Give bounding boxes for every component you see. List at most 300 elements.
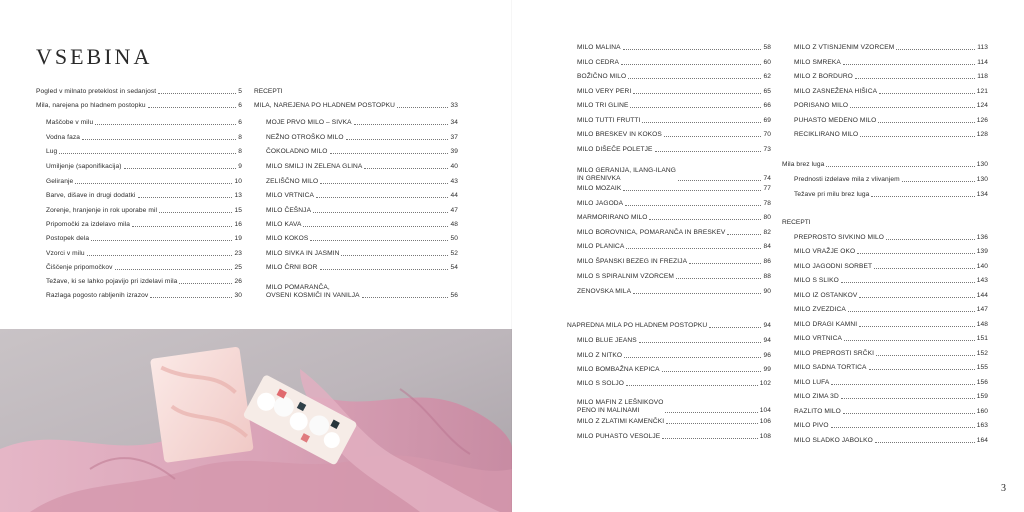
toc-entry-page: 50 — [450, 235, 458, 242]
toc-entry — [794, 131, 988, 139]
dot-leader — [75, 183, 232, 184]
dot-leader — [876, 355, 975, 356]
toc-entry-label: MILO SIVKA IN JASMIN — [266, 250, 340, 257]
toc-entry — [577, 59, 771, 67]
toc-entry-page: 104 — [759, 407, 771, 414]
toc-entry — [266, 284, 458, 300]
dot-leader — [639, 342, 762, 343]
toc-entry-label: Geliranje — [46, 178, 74, 185]
dot-leader — [138, 197, 233, 198]
toc-entry-label: Težave pri milu brez luga — [794, 191, 870, 198]
toc-entry-page: 60 — [763, 59, 771, 66]
toc-entry-page: 37 — [450, 134, 458, 141]
toc-entry-page: 108 — [759, 433, 771, 440]
dot-leader — [397, 107, 448, 108]
toc-entry-label: MILO SADNA TORTICA — [794, 364, 867, 371]
toc-entry — [577, 44, 771, 52]
dot-leader — [664, 136, 762, 137]
toc-entry — [577, 200, 771, 208]
dot-leader — [850, 107, 975, 108]
toc-entry-page: 30 — [234, 292, 242, 299]
toc-entry — [577, 399, 771, 415]
toc-entry-page: 94 — [763, 337, 771, 344]
toc-entry-page: 40 — [450, 163, 458, 170]
dot-leader — [878, 122, 974, 123]
toc-entry-page: 160 — [976, 408, 988, 415]
toc-entry-label: MILO VRAŽJE OKO — [794, 248, 856, 255]
toc-entry-label: MARMORIRANO MILO — [577, 214, 648, 221]
dot-leader — [150, 297, 232, 298]
toc-entry-label: MILO JAGODNI SORBET — [794, 263, 873, 270]
toc-entry-page: 70 — [763, 131, 771, 138]
toc-entry-page: 163 — [976, 422, 988, 429]
toc-entry — [266, 148, 458, 156]
toc-entry — [46, 221, 242, 229]
toc-entry-page: 62 — [763, 73, 771, 80]
toc-entry-label: MILO S SPIRALNIM VZORCEM — [577, 273, 674, 280]
toc-entry-label: MILO S SOLJO — [577, 380, 625, 387]
toc-entry-label: MILO BLUE JEANS — [577, 337, 637, 344]
dot-leader — [625, 205, 761, 206]
dot-leader — [362, 297, 449, 298]
toc-entry-page: 118 — [977, 73, 988, 80]
toc-entry — [46, 119, 242, 127]
toc-entry-label: Mila brez luga — [782, 161, 825, 168]
dot-leader — [665, 412, 757, 413]
toc-entry-label: Prednosti izdelave mila z vlivanjem — [794, 176, 900, 183]
toc-entry-page: 6 — [238, 119, 242, 126]
toc-entry — [794, 437, 988, 445]
toc-entry-page: 34 — [450, 119, 458, 126]
toc-entry-label: ZENOVSKA MILA — [577, 288, 632, 295]
toc-entry-page: 124 — [976, 102, 988, 109]
dot-leader — [857, 253, 974, 254]
toc-entry-label: MILO CEDRA — [577, 59, 620, 66]
toc-entry-page: 143 — [976, 277, 988, 284]
toc-entry-label: MILO ZASNEŽENA HIŠICA — [794, 88, 878, 95]
toc-entry-page: 126 — [976, 117, 988, 124]
dot-leader — [841, 398, 975, 399]
toc-entry-page: 43 — [450, 178, 458, 185]
toc-entry-page: 156 — [976, 379, 988, 386]
toc-entry-page: 9 — [238, 163, 242, 170]
toc-entry — [266, 134, 458, 142]
toc-entry-label: PREPROSTO SIVKINO MILO — [794, 234, 885, 241]
toc-entry-page: 77 — [763, 185, 771, 192]
toc-entry-label: MILO BOMBAŽNA KEPICA — [577, 366, 660, 373]
toc-entry-page: 10 — [234, 178, 242, 185]
toc-entry-label: MILO SMILJ IN ZELENA GLINA — [266, 163, 363, 170]
dot-leader — [124, 168, 237, 169]
dot-leader — [666, 423, 758, 424]
dot-leader — [662, 371, 762, 372]
toc-entry-page: 52 — [450, 250, 458, 257]
toc-entry — [266, 235, 458, 243]
toc-entry-page: 139 — [976, 248, 988, 255]
toc-entry-page: 19 — [234, 235, 242, 242]
toc-entry — [577, 337, 771, 345]
toc-entry — [782, 161, 988, 169]
toc-entry-label: MILO ČEŠNJA — [266, 207, 312, 214]
toc-entry — [794, 292, 988, 300]
toc-entry — [46, 250, 242, 258]
toc-entry-label: ČOKOLADNO MILO — [266, 148, 328, 155]
dot-leader — [621, 64, 761, 65]
dot-leader — [320, 269, 449, 270]
toc-entry-page: 84 — [763, 243, 771, 250]
toc-entry-page: 140 — [976, 263, 988, 270]
dot-leader — [689, 263, 761, 264]
toc-entry — [46, 163, 242, 171]
dot-leader — [630, 107, 761, 108]
toc-entry-label: MILO TUTTI FRUTTI — [577, 117, 641, 124]
dot-leader — [875, 442, 975, 443]
toc-entry-label: MILO S SLIKO — [794, 277, 839, 284]
toc-entry — [577, 380, 771, 388]
toc-entry-page: 25 — [234, 264, 242, 271]
dot-leader — [662, 438, 757, 439]
toc-entry-label: MILO Z NITKO — [577, 352, 623, 359]
dot-leader — [843, 64, 975, 65]
toc-entry-label: MILO VRTNICA — [794, 335, 842, 342]
toc-entry-label: MILO IZ OSTANKOV — [794, 292, 858, 299]
toc-entry-page: 47 — [450, 207, 458, 214]
dot-leader — [624, 357, 761, 358]
toc-entry — [794, 277, 988, 285]
toc-entry-label: Barve, dišave in drugi dodatki — [46, 192, 136, 199]
soap-photo — [0, 329, 512, 512]
toc-entry-label: Lug — [46, 148, 58, 155]
dot-leader — [59, 153, 236, 154]
toc-entry-page: 5 — [238, 88, 242, 95]
toc-entry-label: MILO MOZAIK — [577, 185, 622, 192]
toc-entry — [577, 88, 771, 96]
toc-entry — [794, 335, 988, 343]
toc-entry-page: 73 — [763, 146, 771, 153]
toc-entry — [266, 163, 458, 171]
toc-entry-page: 88 — [763, 273, 771, 280]
toc-entry — [567, 322, 771, 330]
toc-entry-label: MILO GERANIJA, ILANG-ILANG IN GRENIVKA — [577, 167, 676, 182]
toc-entry — [266, 192, 458, 200]
dot-leader — [626, 385, 758, 386]
toc-entry — [46, 178, 242, 186]
toc-entry-page: 136 — [976, 234, 988, 241]
toc-entry — [577, 258, 771, 266]
toc-entry-page: 130 — [976, 176, 988, 183]
dot-leader — [628, 78, 761, 79]
toc-entry-label: MILO ČRNI BOR — [266, 264, 318, 271]
dot-leader — [346, 139, 449, 140]
toc-entry — [266, 207, 458, 215]
toc-entry — [577, 73, 771, 81]
dot-leader — [871, 196, 974, 197]
toc-entry-page: 130 — [976, 161, 988, 168]
toc-entry-label: ZELIŠČNO MILO — [266, 178, 319, 185]
dot-leader — [95, 124, 236, 125]
toc-entry — [577, 433, 771, 441]
toc-entry-page: 65 — [763, 88, 771, 95]
dot-leader — [831, 384, 974, 385]
toc-entry-page: 134 — [976, 191, 988, 198]
toc-entry-label: Pogled v milnato preteklost in sedanjost — [36, 88, 157, 95]
toc-entry-label: NAPREDNA MILA PO HLADNEM POSTOPKU — [567, 322, 708, 329]
toc-entry-page: 13 — [234, 192, 242, 199]
dot-leader — [330, 153, 449, 154]
toc-entry-label: Pripomočki za izdelavo mila — [46, 221, 131, 228]
toc-entry — [46, 278, 242, 286]
toc-entry-label: MILO Z ZLATIMI KAMENČKI — [577, 418, 665, 425]
toc-entry-label: BOŽIČNO MILO — [577, 73, 627, 80]
dot-leader — [633, 93, 761, 94]
toc-entry-page: 106 — [759, 418, 771, 425]
toc-entry — [794, 234, 988, 242]
toc-entry-page: 147 — [976, 306, 988, 313]
toc-entry-label: Vzorci v milu — [46, 250, 85, 257]
toc-entry — [794, 44, 988, 52]
toc-entry-label: Težave, ki se lahko pojavijo pri izdelavi mila — [46, 278, 178, 285]
dot-leader — [902, 181, 975, 182]
toc-entry — [46, 292, 242, 300]
toc-entry-label: Vodna faza — [46, 134, 80, 141]
toc-entry-label: MILO KAVA — [266, 221, 302, 228]
toc-entry — [794, 248, 988, 256]
toc-entry-label: MILO SMREKA — [794, 59, 841, 66]
toc-entry — [794, 350, 988, 358]
toc-entry-label: RAZLITO MILO — [794, 408, 841, 415]
toc-entry-page: 8 — [238, 148, 242, 155]
toc-entry-label: MILO PIVO — [794, 422, 829, 429]
toc-entry-page: 78 — [763, 200, 771, 207]
toc-entry-label: PORISANO MILO — [794, 102, 849, 109]
toc-entry-label: MILO VRTNICA — [266, 192, 314, 199]
dot-leader — [303, 226, 448, 227]
toc-entry-page: 80 — [763, 214, 771, 221]
dot-leader — [709, 327, 761, 328]
toc-entry — [794, 408, 988, 416]
toc-entry-label: MILO Z BORDURO — [794, 73, 853, 80]
toc-entry — [266, 250, 458, 258]
dot-leader — [869, 369, 975, 370]
toc-entry — [46, 264, 242, 272]
toc-entry — [577, 146, 771, 154]
toc-entry-page: 151 — [976, 335, 988, 342]
toc-section-header: RECEPTI — [782, 219, 811, 226]
toc-entry — [794, 117, 988, 125]
toc-entry-page: 144 — [976, 292, 988, 299]
toc-entry-label: MILO PUHASTO VESOLJE — [577, 433, 661, 440]
toc-entry-page: 113 — [977, 44, 988, 51]
right-page — [512, 0, 1024, 512]
toc-entry-label: MILO DIŠEČE POLETJE — [577, 146, 653, 153]
toc-entry — [46, 148, 242, 156]
dot-leader — [341, 255, 448, 256]
toc-entry-label: Zorenje, hranjenje in rok uporabe mil — [46, 207, 158, 214]
dot-leader — [859, 326, 975, 327]
toc-entry — [46, 192, 242, 200]
toc-entry-label: Maščobe v milu — [46, 119, 94, 126]
toc-entry-label: Umiljenje (saponifikacija) — [46, 163, 122, 170]
dot-leader — [848, 311, 975, 312]
toc-entry-page: 164 — [976, 437, 988, 444]
toc-entry-label: MILO TRI GLINE — [577, 102, 629, 109]
toc-entry — [266, 178, 458, 186]
dot-leader — [158, 93, 236, 94]
dot-leader — [364, 168, 448, 169]
toc-entry — [36, 102, 242, 110]
toc-entry-page: 94 — [763, 322, 771, 329]
toc-entry — [794, 102, 988, 110]
page-number: 3 — [1001, 483, 1006, 494]
toc-entry — [794, 364, 988, 372]
dot-leader — [87, 255, 233, 256]
dot-leader — [313, 212, 448, 213]
toc-entry-label: MILO JAGODA — [577, 200, 624, 207]
dot-leader — [655, 151, 762, 152]
dot-leader — [844, 340, 975, 341]
dot-leader — [316, 197, 448, 198]
dot-leader — [626, 248, 761, 249]
toc-entry-page: 26 — [234, 278, 242, 285]
toc-entry-label: Čiščenje pripomočkov — [46, 264, 113, 271]
toc-entry-label: MILO PREPROSTI SRČKI — [794, 350, 875, 357]
toc-entry-page: 148 — [976, 321, 988, 328]
dot-leader — [320, 183, 448, 184]
toc-entry-page: 54 — [450, 264, 458, 271]
toc-entry-label: PUHASTO MEDENO MILO — [794, 117, 877, 124]
toc-entry — [36, 88, 242, 96]
toc-entry-label: MILO BRESKEV IN KOKOS — [577, 131, 662, 138]
toc-entry-page: 121 — [976, 88, 988, 95]
toc-entry-label: MILO Z VTISNJENIM VZORCEM — [794, 44, 895, 51]
dot-leader — [132, 226, 232, 227]
toc-entry — [794, 306, 988, 314]
dot-leader — [859, 297, 974, 298]
toc-entry — [577, 229, 771, 237]
toc-entry-page: 15 — [234, 207, 242, 214]
toc-entry-label: Mila, narejena po hladnem postopku — [36, 102, 146, 109]
toc-entry-page: 33 — [450, 102, 458, 109]
dot-leader — [159, 212, 232, 213]
dot-leader — [874, 268, 975, 269]
toc-entry-label: MILA, NAREJENA PO HLADNEM POSTOPKU — [254, 102, 396, 109]
toc-entry — [577, 185, 771, 193]
dot-leader — [642, 122, 761, 123]
dot-leader — [886, 239, 975, 240]
toc-entry-label: MILO ŠPANSKI BEZEG IN FREZIJA — [577, 258, 688, 265]
toc-entry — [254, 102, 458, 110]
toc-entry — [577, 243, 771, 251]
dot-leader — [82, 139, 236, 140]
toc-entry-label: MILO MALINA — [577, 44, 621, 51]
toc-entry-label: MILO ZVEZDICA — [794, 306, 846, 313]
toc-entry-page: 23 — [234, 250, 242, 257]
toc-entry — [794, 59, 988, 67]
toc-entry-label: MILO PLANICA — [577, 243, 625, 250]
toc-entry-label: MILO DRAGI KAMNI — [794, 321, 858, 328]
toc-entry — [577, 352, 771, 360]
dot-leader — [623, 190, 761, 191]
dot-leader — [841, 282, 975, 283]
dot-leader — [676, 278, 762, 279]
toc-entry-label: MILO VERY PERI — [577, 88, 632, 95]
toc-entry-label: MILO BOROVNICA, POMARANČA IN BRESKEV — [577, 229, 726, 236]
dot-leader — [115, 269, 233, 270]
toc-entry — [577, 418, 771, 426]
toc-entry-page: 6 — [238, 102, 242, 109]
dot-leader — [179, 283, 232, 284]
toc-entry — [577, 102, 771, 110]
toc-entry — [794, 379, 988, 387]
toc-entry-page: 102 — [759, 380, 771, 387]
toc-entry — [266, 264, 458, 272]
toc-entry-label: MILO SLADKO JABOLKO — [794, 437, 873, 444]
dot-leader — [310, 240, 448, 241]
toc-entry-page: 58 — [763, 44, 771, 51]
dot-leader — [843, 413, 975, 414]
toc-entry-page: 114 — [977, 59, 988, 66]
toc-entry — [577, 117, 771, 125]
toc-entry — [577, 366, 771, 374]
toc-entry-page: 155 — [976, 364, 988, 371]
toc-entry-page: 86 — [763, 258, 771, 265]
toc-entry-page: 96 — [763, 352, 771, 359]
toc-entry-page: 128 — [976, 131, 988, 138]
toc-entry-page: 56 — [450, 292, 458, 299]
toc-entry — [577, 131, 771, 139]
toc-entry-label: MILO KOKOS — [266, 235, 309, 242]
toc-entry-label: NEŽNO OTROŠKO MILO — [266, 134, 344, 141]
toc-entry-page: 74 — [763, 175, 771, 182]
toc-entry — [46, 207, 242, 215]
toc-entry-label: RECIKLIRANO MILO — [794, 131, 859, 138]
toc-entry-label: MILO POMARANČA, OVSENI KOSMIČI IN VANILJA — [266, 284, 360, 299]
toc-entry-page: 16 — [234, 221, 242, 228]
toc-entry — [46, 134, 242, 142]
dot-leader — [633, 293, 761, 294]
toc-entry-label: MILO ZIMA 3D — [794, 393, 839, 400]
toc-entry — [577, 273, 771, 281]
page-title: VSEBINA — [36, 44, 153, 69]
toc-entry — [577, 167, 771, 183]
dot-leader — [860, 136, 974, 137]
toc-entry — [794, 88, 988, 96]
dot-leader — [896, 49, 975, 50]
toc-entry — [794, 393, 988, 401]
toc-entry-page: 44 — [450, 192, 458, 199]
toc-entry-page: 66 — [763, 102, 771, 109]
toc-entry-page: 82 — [763, 229, 771, 236]
toc-section-header: RECEPTI — [254, 88, 283, 95]
dot-leader — [727, 234, 761, 235]
dot-leader — [354, 124, 449, 125]
dot-leader — [649, 219, 761, 220]
dot-leader — [879, 93, 975, 94]
dot-leader — [855, 78, 975, 79]
toc-entry-page: 48 — [450, 221, 458, 228]
toc-entry — [794, 73, 988, 81]
dot-leader — [831, 427, 975, 428]
dot-leader — [678, 180, 761, 181]
dot-leader — [148, 107, 237, 108]
toc-entry — [577, 214, 771, 222]
toc-entry-label: MOJE PRVO MILO – SIVKA — [266, 119, 352, 126]
toc-entry-label: Razlaga pogosto rabljenih izrazov — [46, 292, 149, 299]
toc-entry-label: MILO MAFIN Z LEŠNIKOVO PENO IN MALINAMI — [577, 399, 664, 414]
toc-entry-page: 90 — [763, 288, 771, 295]
toc-entry — [794, 263, 988, 271]
dot-leader — [623, 49, 762, 50]
